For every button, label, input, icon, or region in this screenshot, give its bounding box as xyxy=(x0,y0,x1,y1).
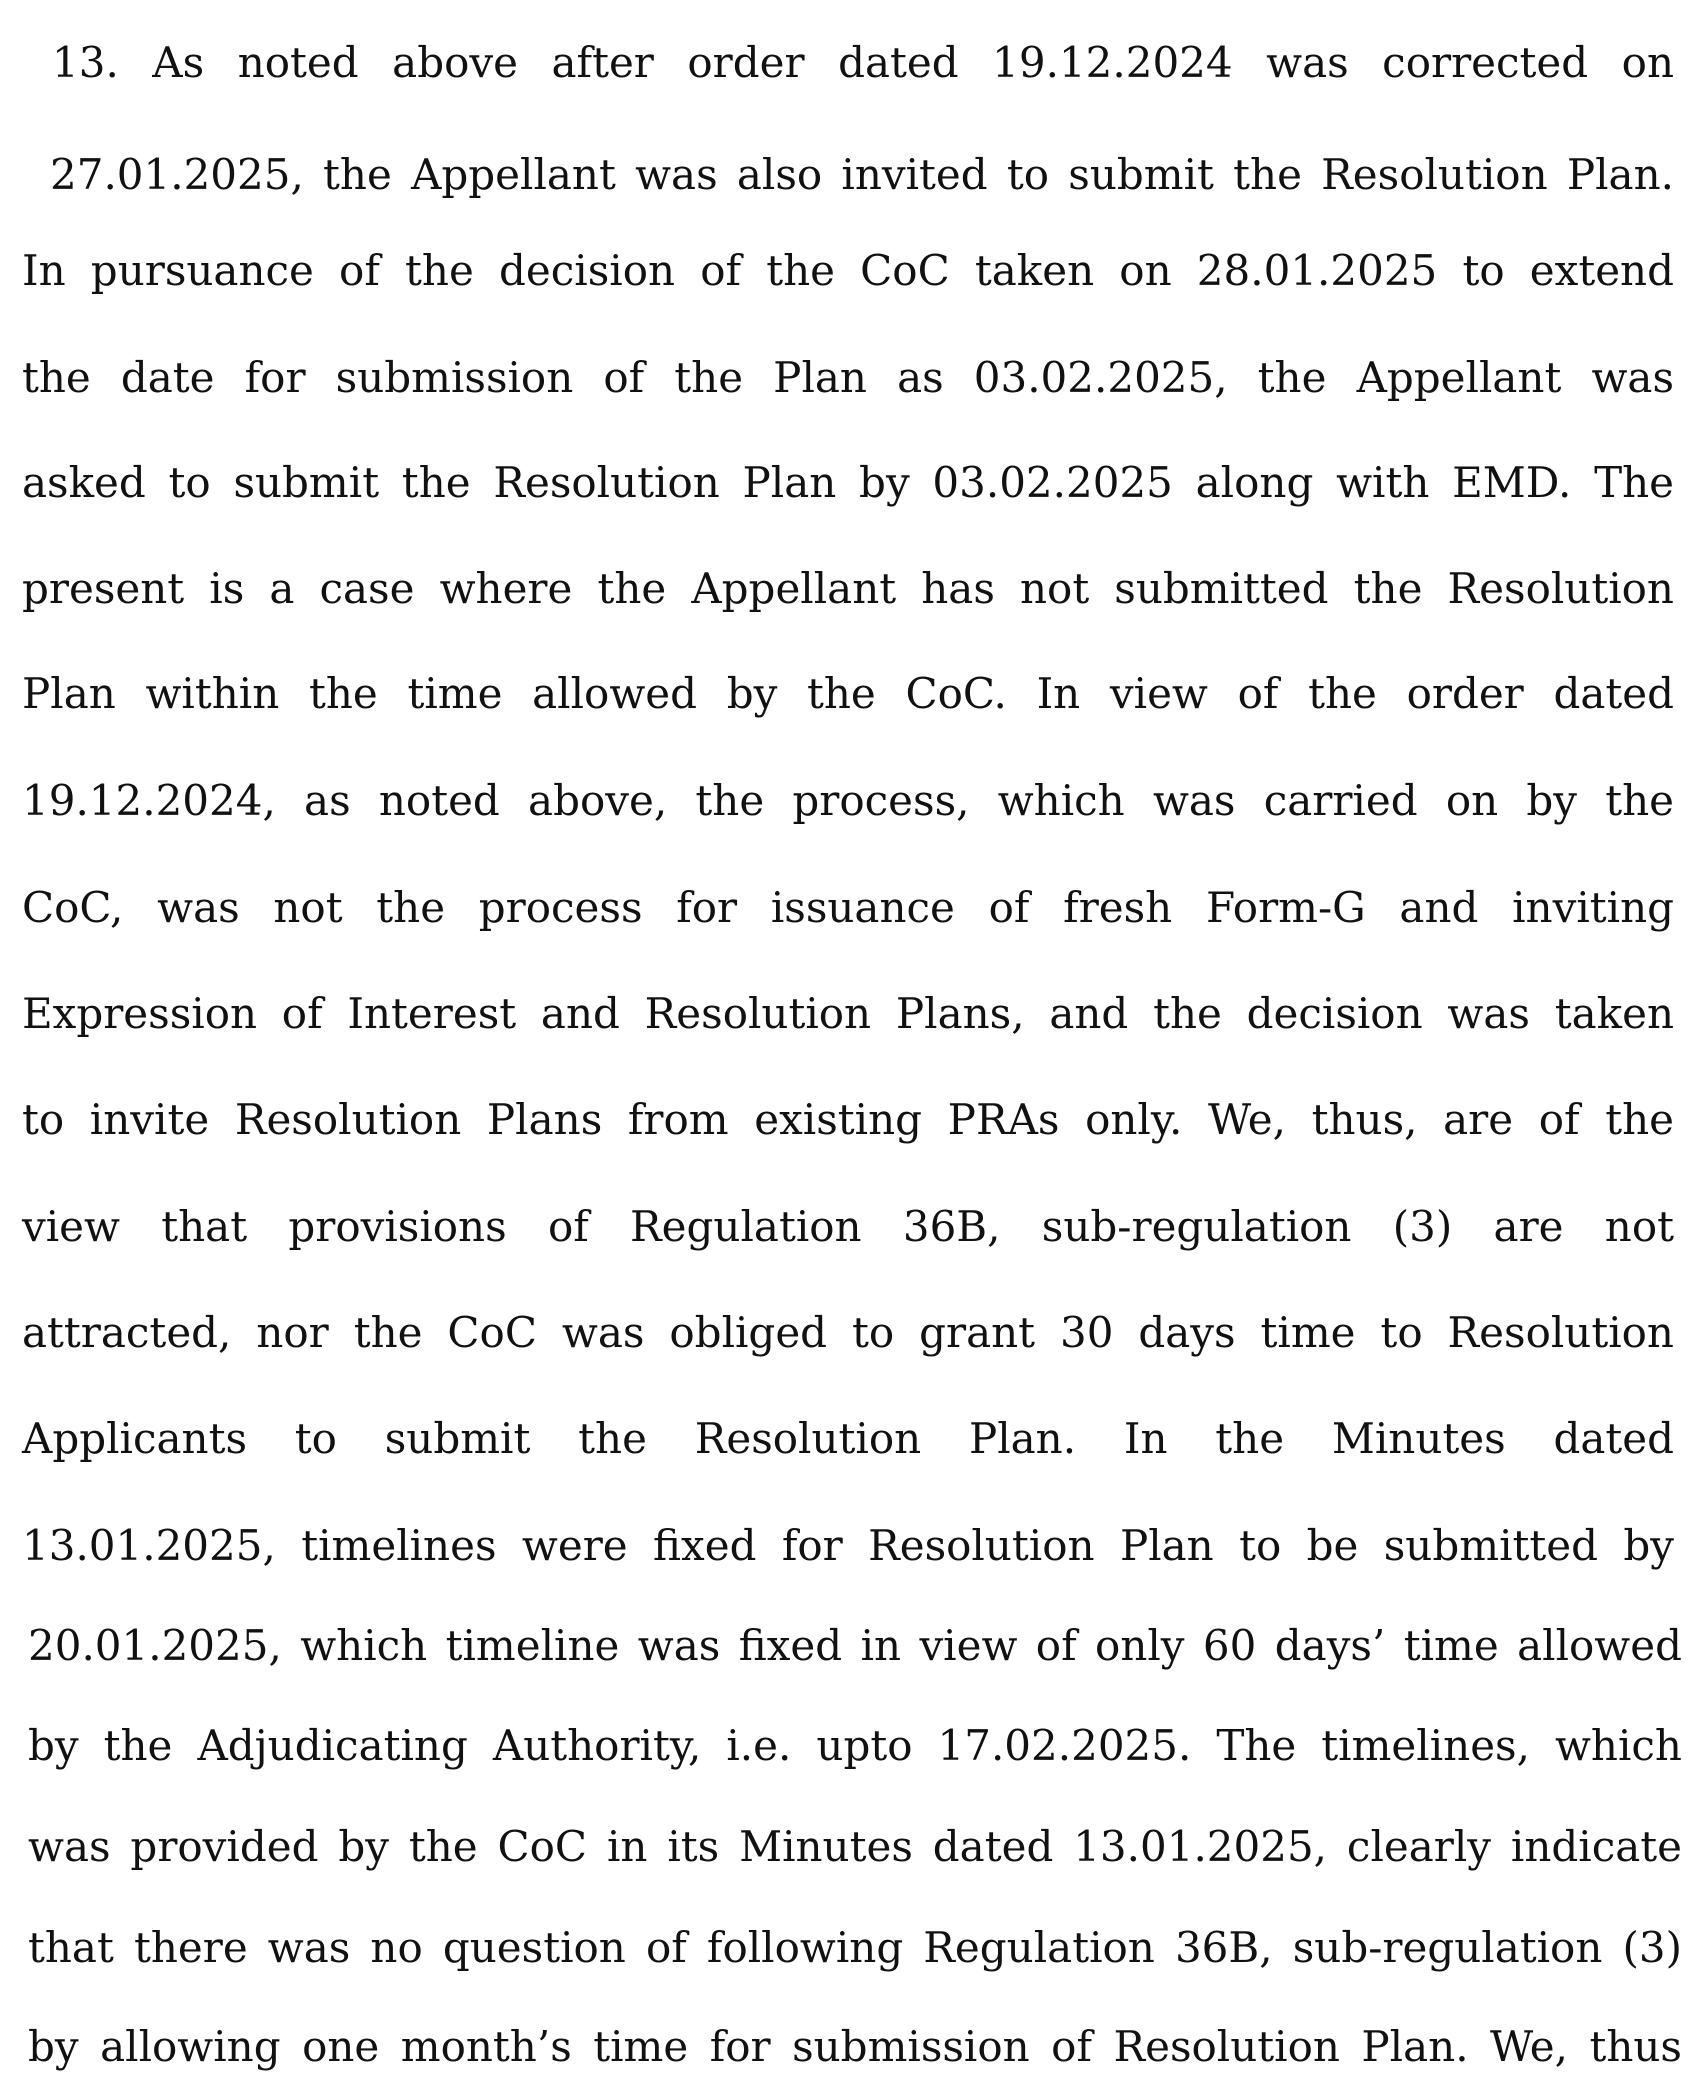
paragraph-line: 20.01.2025, which timeline was fixed in view of only 60 days’ time allowed xyxy=(28,1621,1682,1670)
paragraph-line: the date for submission of the Plan as 03.02.2025, the Appellant was xyxy=(22,353,1674,402)
paragraph-line: by allowing one month’s time for submission of Resolution Plan. We, thus xyxy=(28,2022,1682,2071)
paragraph-line: by the Adjudicating Authority, i.e. upto 17.02.2025. The timelines, which xyxy=(28,1721,1682,1770)
paragraph-line: asked to submit the Resolution Plan by 03.02.2025 along with EMD. The xyxy=(22,458,1674,507)
paragraph-line: CoC, was not the process for issuance of fresh Form-G and inviting xyxy=(22,883,1674,932)
paragraph-line: that there was no question of following Regulation 36B, sub-regulation (3) xyxy=(28,1923,1682,1972)
paragraph-line: 27.01.2025, the Appellant was also invited to submit the Resolution Plan. xyxy=(50,150,1674,199)
paragraph-line: to invite Resolution Plans from existing PRAs only. We, thus, are of the xyxy=(22,1095,1674,1144)
paragraph-line: 13. As noted above after order dated 19.12.2024 was corrected on xyxy=(52,38,1674,87)
paragraph-line: Applicants to submit the Resolution Plan. In the Minutes dated xyxy=(22,1414,1674,1463)
paragraph-line: Expression of Interest and Resolution Plans, and the decision was taken xyxy=(22,989,1674,1038)
paragraph-line: Plan within the time allowed by the CoC. In view of the order dated xyxy=(22,669,1674,718)
paragraph-line: was provided by the CoC in its Minutes dated 13.01.2025, clearly indicate xyxy=(28,1822,1682,1871)
paragraph-line: view that provisions of Regulation 36B, sub-regulation (3) are not xyxy=(22,1202,1674,1251)
paragraph-line: 13.01.2025, timelines were fixed for Resolution Plan to be submitted by xyxy=(22,1521,1674,1570)
paragraph-line: attracted, nor the CoC was obliged to grant 30 days time to Resolution xyxy=(22,1308,1674,1357)
paragraph-line: In pursuance of the decision of the CoC taken on 28.01.2025 to extend xyxy=(22,246,1674,295)
paragraph-line: 19.12.2024, as noted above, the process, which was carried on by the xyxy=(22,776,1674,825)
paragraph-line: present is a case where the Appellant has not submitted the Resolution xyxy=(22,564,1674,613)
